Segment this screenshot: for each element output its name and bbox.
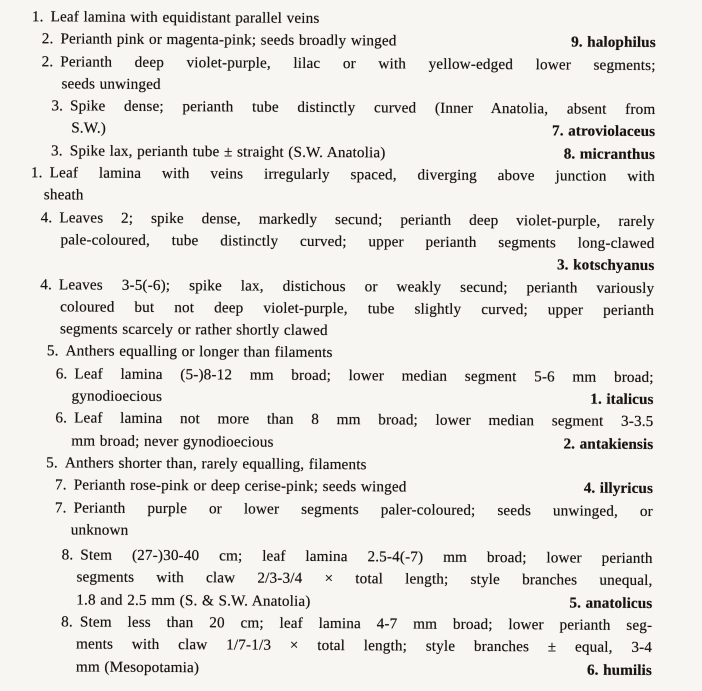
couplet-number: 4.: [40, 208, 53, 226]
lead-text: Stem less than 20 cm; leaf lamina 4-7 mm broad; lower perianth seg-: [79, 613, 653, 635]
species-name: 3. kotschyanus: [556, 256, 655, 275]
key-couplet-line: [55, 497, 653, 523]
key-couplet-line: [51, 96, 655, 122]
key-couplet-line: [42, 29, 656, 55]
lead-text: pale-coloured, tube distinctly curved; upper perianth segments long-clawed: [60, 231, 655, 252]
lead-text: segments scarcely or rather shortly clawed: [59, 320, 328, 340]
lead-text: Stem (27-)30-40 cm; leaf lamina 2.5-4(-7) mm broad; lower perianth: [80, 546, 653, 568]
key-continuation-line: [60, 229, 654, 255]
lead-text: mm broad; never gynodioecious: [71, 432, 274, 451]
lead-text: Perianth pink or magenta-pink; seeds broadly winged: [60, 30, 397, 50]
key-continuation-line: [76, 656, 652, 682]
lead-text: coloured but not deep violet-purple, tube slightly curved; upper perianth: [60, 298, 655, 319]
species-name: 9. halophilus: [571, 33, 656, 52]
lead-text: mm (Mesopotamia): [75, 658, 200, 676]
species-name: 2. antakiensis: [563, 435, 654, 453]
lead-text: S.W.): [71, 119, 107, 138]
lead-text: sheath: [43, 186, 84, 204]
species-name: 1. italicus: [590, 390, 654, 409]
lead-text: Anthers equalling or longer than filaments: [65, 342, 333, 362]
species-name: 6. humilis: [586, 661, 652, 679]
lead-text: Leaves 2; spike dense, markedly secund; perianth deep violet-purple, rarely: [59, 209, 655, 230]
species-name: 5. anatolicus: [569, 594, 653, 612]
lead-text: Perianth deep violet-purple, lilac or with yellow-edged lower segments;: [60, 52, 656, 74]
couplet-number: 5.: [46, 342, 59, 360]
couplet-number: 8.: [61, 546, 74, 564]
key-continuation-line: [71, 519, 653, 545]
couplet-number: 7.: [54, 476, 67, 494]
couplet-number: 3.: [51, 142, 63, 160]
couplet-number: 2.: [41, 30, 54, 48]
species-name: 7. atroviolaceus: [551, 122, 656, 141]
couplet-number: 4.: [40, 275, 53, 293]
species-name: 4. illyricus: [583, 479, 654, 498]
lead-text: gynodioecious: [71, 387, 163, 406]
key-couplet-line: [55, 475, 653, 501]
lead-text: Perianth rose-pink or deep cerise-pink; seeds winged: [73, 476, 407, 496]
lead-text: Leaf lamina with veins irregularly spaced, diverging above junction with: [49, 164, 655, 186]
couplet-number: 1.: [31, 8, 44, 26]
lead-text: Spike lax, perianth tube ± straight (S.W. Anatolia): [69, 142, 386, 162]
lead-text: Perianth purple or lower segments paler-coloured; seeds unwinged, or: [73, 498, 653, 520]
species-name: 8. micranthus: [563, 145, 656, 163]
lead-text: Anthers shorter than, rarely equalling, filaments: [64, 454, 367, 474]
couplet-number: 8.: [61, 613, 73, 631]
couplet-number: 7.: [54, 498, 67, 516]
couplet-number: 5.: [46, 454, 58, 472]
lead-text: unknown: [70, 521, 129, 539]
couplet-number: 3.: [51, 97, 64, 115]
lead-text: Spike dense; perianth tube distinctly curved (Inner Anatolia, absent from: [70, 97, 656, 119]
lead-text: segments with claw 2/3-3/4 × total length; style branches unequal,: [76, 568, 653, 590]
lead-text: Leaf lamina with equidistant parallel veins: [50, 8, 320, 27]
lead-text: Leaf lamina not more than 8 mm broad; lower median segment 3-3.5: [74, 409, 654, 431]
couplet-number: 2.: [41, 52, 54, 70]
lead-text: Leaf lamina (5-)8-12 mm broad; lower median segment 5-6 mm broad;: [74, 365, 654, 386]
lead-text: Leaves 3-5(-6); spike lax, distichous or weakly secund; perianth variously: [58, 275, 655, 297]
lead-text: seeds unwinged: [61, 75, 161, 93]
couplet-number: 1.: [30, 164, 43, 182]
lead-text: ments with claw 1/7-1/3 × total length; style branches ± equal, 3-4: [76, 635, 653, 657]
lead-text: 1.8 and 2.5 mm (S. & S.W. Anatolia): [76, 591, 311, 610]
key-couplet-line: [31, 162, 655, 188]
couplet-number: 6.: [55, 409, 68, 427]
couplet-number: 6.: [55, 365, 68, 383]
